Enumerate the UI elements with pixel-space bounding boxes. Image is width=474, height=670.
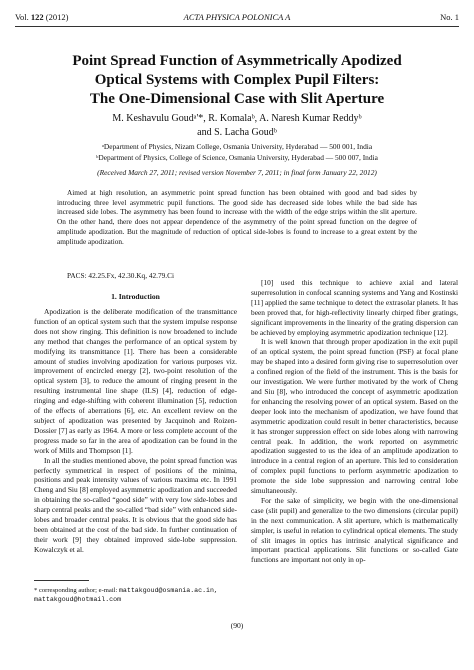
running-header — [15, 11, 459, 25]
paper-title — [30, 52, 444, 109]
footnote-marker: * — [34, 587, 38, 594]
abstract-text: Aimed at high resolution, an asymmetric point spread function has been obtained with good and bad sides by introducing three level asymmetric pupil functions. The good side has decreased side lobes while the bad side has increased side lobes. The asymmetry has been found to increase with the width of the edge strips within the slit aperture. On the other hand, there does not appear dependence of the asymmetry of the point spread function on the degree of amplitude apodization. But the magnitude of reduction of optical side-lobes is found to increase to a great extent by the amplitude apodization. — [57, 188, 417, 246]
email-link-1[interactable]: mattakgoud@osmania.ac.in, — [118, 587, 218, 594]
abstract — [57, 188, 417, 246]
pacs-codes: PACS: 42.25.Fx, 42.30.Kq, 42.79.Ci — [67, 271, 174, 280]
paragraph: For the sake of simplicity, we begin with the one-dimensional case (slit pupil) and generalize to the two dimensions (circular pupil) in the next communication. A slit aperture, which is mathematically simpler, is useful in relation to cylindrical optical elements. The study of slit images in optics has intrinsic analytical significance and important practical applications. Slit functions or so-called Gate functions are important not only in op- — [251, 495, 458, 565]
header-rule — [15, 26, 459, 27]
paragraph: In all the studies mentioned above, the point spread function was perfectly symmetrical in respect of positions of the minima, positions and peak intensity values of various maxima etc. In 1991 Cheng and Siu [8] employed asymmetric apodization and succeeded in obtaining the so-called “good side” with very low side-lobes and sharp central peaks and the so-called “bad side” with enhanced side-lobes and broader central peaks. It is obvious that the good side has been obtained at the cost of the bad side. In further continuation of their work [9] they obtained improved side-lobe suppression. Kowalczyk et al. — [34, 455, 237, 554]
header-vol-number: 122 — [30, 12, 44, 22]
paragraph: [10] used this technique to achieve axial and lateral superresolution in confocal scanning systems and Yang and Kostinski [11] applied the same technique to detect the extrasolar planets. It has been proved that, for high-reflectivity linearly chirped fiber gratings, significant improvements in the linearity of the grating dispersion can be achieved by employing asymmetric apodization technique [12]. — [251, 278, 458, 337]
footnote-rule — [34, 580, 89, 581]
page-number: (90) — [230, 621, 244, 630]
header-year: (2012) — [45, 12, 69, 22]
title-line: The One-Dimensional Case with Slit Aperture — [89, 91, 385, 107]
footnote-text: corresponding author; e-mail: — [37, 587, 119, 594]
left-column — [34, 292, 237, 555]
footnote — [34, 586, 239, 604]
header-vol-label: Vol. — [15, 12, 29, 22]
title-line: Point Spread Function of Asymmetrically Apodized — [72, 53, 402, 69]
author-line: and S. Lacha Goudᵇ — [197, 127, 277, 138]
right-column — [251, 278, 458, 565]
paragraph: It is well known that through proper apodization in the exit pupil of an optical system, the point spread function (PSF) at focal plane may be shaped into a desired form giving rise to superresolution over a confined region of the field of the instrument. This is the basis for our investigation. We were further motivated by the work of Cheng and Siu [8], who introduced the concept of asymmetric apodization for enhancing the resolving power of an optical system. Based on the deeper look into the mechanism of apodization, we have found that asymmetric apodization could result in better characteristics, because it has stronger suppression effect on side lobes along with narrowing central peak. In addition, the work reported on asymmetric apodization suggested to us the idea of an amplitude apodization to introduce in a central region of an aperture. This led to consideration of complex pupil functions to perform asymmetric apodization to promote the side lobe suppression and narrowing central lobe simultaneously. — [251, 337, 458, 496]
author-line: M. Keshavulu Goudᵃ'*, R. Komalaᵇ, A. Naresh Kumar Reddyᵇ — [112, 113, 362, 124]
email-link-2[interactable]: mattakgoud@hotmail.com — [34, 596, 122, 603]
section-heading: 1. Introduction — [111, 292, 160, 301]
received-dates: (Received March 27, 2011; revised version November 7, 2011; in final form January 22, 2012) — [97, 168, 377, 177]
header-journal: ACTA PHYSICA POLONICA A — [183, 12, 291, 22]
affiliation-b: ᵇDepartment of Physics, College of Science, Osmania University, Hyderabad — 500 007, India — [96, 153, 378, 162]
paragraph: Apodization is the deliberate modification of the transmittance function of an optical system such that the system impulse response does not show ringing. This definition is now broadened to include any method that changes the performance of an optical system by modifying its transmittance [1]. There has been a considerable amount of studies involving apodization for various purposes viz. improvement of encircled energy [2], two-point resolution of the optical system [3], to reduce the amount of ringing present in the resulting instrumental line shape (ILS) [4], reduction of edge-ringing and edge-shifting with coherent illumination [5], reduction of the effects of aberrations [6], etc. An excellent review on the subject of apodization was presented by Jacquinoh and Roizen-Dossier [7] as early as 1964. A more or less complete account of the progress made so far in the area of apodization can be found in the work of Mills and Thompson [1]. — [34, 307, 237, 455]
affiliation-a: ᵃDepartment of Physics, Nizam College, Osmania University, Hyderabad — 500 001, India — [101, 142, 373, 151]
header-issue: No. 1 — [440, 12, 459, 22]
title-line: Optical Systems with Complex Pupil Filters: — [94, 72, 380, 88]
author-list — [20, 112, 454, 140]
affiliations — [20, 141, 454, 163]
